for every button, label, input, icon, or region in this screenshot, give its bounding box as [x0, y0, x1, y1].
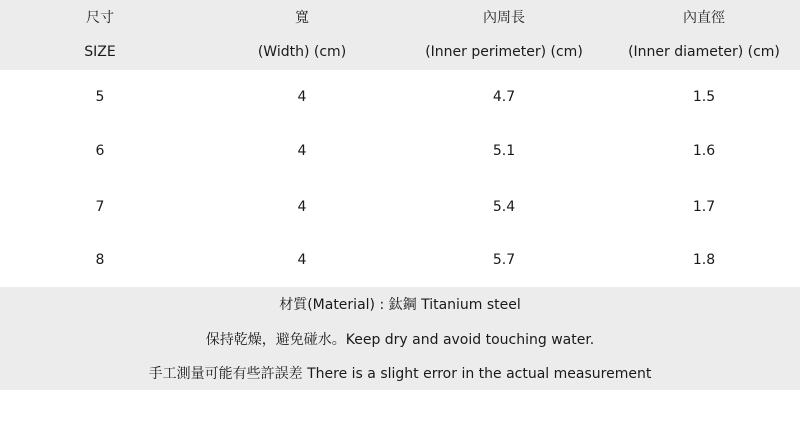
- header-size: [0, 0, 200, 70]
- cell-width: 4: [297, 199, 307, 215]
- cell-size: 5: [95, 89, 105, 105]
- table-row: [0, 87, 800, 107]
- cell-inner-diameter: 1.5: [692, 89, 716, 105]
- cell-inner-perimeter: 5.1: [492, 143, 516, 159]
- header-size-zh: 尺寸: [86, 10, 114, 26]
- cell-inner-perimeter: 5.7: [492, 252, 516, 268]
- measurement-error-note: 手工測量可能有些許誤差 There is a slight error in the actual measurement: [148, 366, 652, 382]
- cell-width: 4: [297, 252, 307, 268]
- cell-width: 4: [297, 89, 307, 105]
- table-header: [0, 0, 800, 70]
- header-width: [200, 0, 404, 70]
- cell-size: 7: [95, 199, 105, 215]
- header-inner-perimeter-en: (Inner perimeter) (cm): [425, 44, 583, 60]
- table-row: [0, 250, 800, 270]
- header-width-zh: 寬: [295, 10, 309, 26]
- cell-inner-diameter: 1.8: [692, 252, 716, 268]
- notes-panel: [0, 287, 800, 390]
- header-width-en: (Width) (cm): [257, 44, 347, 60]
- table-row: [0, 197, 800, 217]
- header-inner-perimeter-zh: 內周長: [483, 10, 525, 26]
- cell-inner-diameter: 1.6: [692, 143, 716, 159]
- table-row: [0, 141, 800, 161]
- cell-size: 8: [95, 252, 105, 268]
- header-inner-perimeter: [404, 0, 604, 70]
- cell-inner-perimeter: 4.7: [492, 89, 516, 105]
- care-note: 保持乾燥，避免碰水。Keep dry and avoid touching water.: [205, 332, 595, 348]
- header-inner-diameter-en: (Inner diameter) (cm): [628, 44, 780, 60]
- cell-inner-perimeter: 5.4: [492, 199, 516, 215]
- header-size-en: SIZE: [84, 44, 116, 60]
- header-inner-diameter-zh: 內直徑: [683, 10, 725, 26]
- cell-inner-diameter: 1.7: [692, 199, 716, 215]
- header-inner-diameter: [604, 0, 800, 70]
- cell-size: 6: [95, 143, 105, 159]
- cell-width: 4: [297, 143, 307, 159]
- material-note: 材質(Material) : 鈦鋼 Titanium steel: [279, 297, 521, 313]
